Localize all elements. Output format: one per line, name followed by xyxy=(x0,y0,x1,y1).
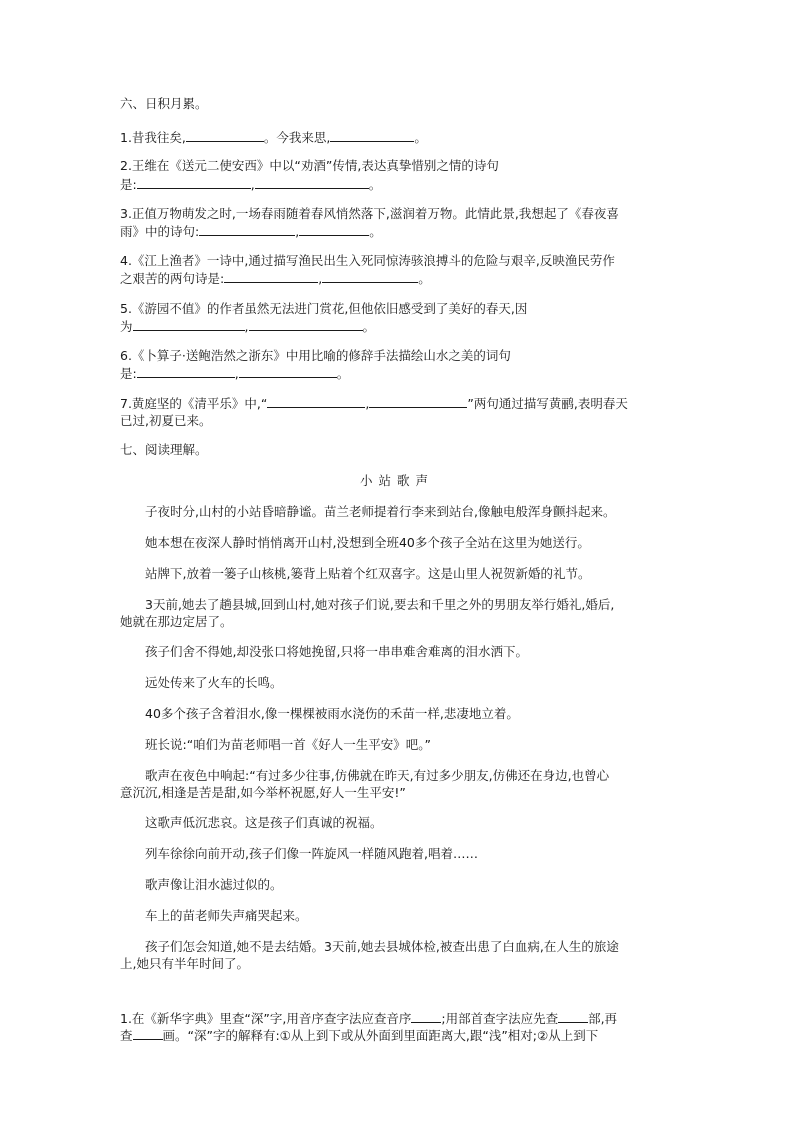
passage-paragraph: 歌声像让泪水滤过似的。 xyxy=(145,877,283,892)
answer-blank[interactable] xyxy=(239,365,337,378)
question-6-line-2: 是: , 。 xyxy=(120,366,350,381)
question-5-line-2: 为 , 。 xyxy=(120,319,376,334)
passage-paragraph: 远处传来了火车的长鸣。 xyxy=(145,675,283,690)
reading-question-1-line-1: 1.在《新华字典》里查“深”字,用音序查字法应查音序 ;用部首查字法应先查 部,再 xyxy=(120,1011,618,1026)
question-4-line-2: 之艰苦的两句诗是: , 。 xyxy=(120,271,431,286)
passage-paragraph: 孩子们怎会知道,她不是去结婚。3天前,她去县城体检,被查出患了白血病,在人生的旅途 xyxy=(145,939,619,954)
question-7-line-1: 7.黄庭坚的《清平乐》中,“ , ”两句通过描写黄鹂,表明春天 xyxy=(120,396,628,411)
answer-blank[interactable] xyxy=(133,318,245,331)
answer-blank[interactable] xyxy=(186,129,264,142)
passage-paragraph-cont: 上,她只有半年时间了。 xyxy=(120,956,249,971)
question-4-line-1: 4.《江上渔者》一诗中,通过描写渔民出生入死同惊涛骇浪搏斗的危险与艰辛,反映渔民劳作 xyxy=(120,253,615,268)
passage-paragraph: 这歌声低沉悲哀。这是孩子们真诚的祝福。 xyxy=(145,815,383,830)
section-six-heading: 六、日积月累。 xyxy=(120,96,208,111)
passage-paragraph-cont: 意沉沉,相逢是苦是甜,如今举杯祝愿,好人一生平安!” xyxy=(120,785,406,800)
question-5-line-1: 5.《游园不值》的作者虽然无法进门赏花,但他依旧感受到了美好的春天,因 xyxy=(120,301,528,316)
answer-blank[interactable] xyxy=(299,223,369,236)
section-seven-heading: 七、阅读理解。 xyxy=(120,442,208,457)
passage-paragraph: 孩子们舍不得她,却没张口将她挽留,只将一串串难舍难离的泪水洒下。 xyxy=(145,644,528,659)
answer-blank[interactable] xyxy=(255,176,369,189)
question-6-line-1: 6.《卜算子·送鲍浩然之浙东》中用比喻的修辞手法描绘山水之美的词句 xyxy=(120,348,511,363)
reading-question-1-line-2: 查 画。“深”字的解释有:①从上到下或从外面到里面距离大,跟“浅”相对;②从上到下 xyxy=(120,1028,599,1043)
answer-blank[interactable] xyxy=(133,1027,163,1040)
question-3-line-2: 雨》中的诗句: , 。 xyxy=(120,224,382,239)
passage-paragraph: 歌声在夜色中响起:“有过多少往事,仿佛就在昨天,有过多少朋友,仿佛还在身边,也曾心 xyxy=(145,768,610,783)
passage-paragraph: 40多个孩子含着泪水,像一棵棵被雨水浇伤的禾苗一样,悲凄地立着。 xyxy=(145,706,519,721)
passage-paragraph: 子夜时分,山村的小站昏暗静谧。苗兰老师提着行李来到站台,像触电般浑身颤抖起来。 xyxy=(145,504,616,519)
passage-paragraph: 列车徐徐向前开动,孩子们像一阵旋风一样随风跑着,唱着…… xyxy=(145,846,478,861)
passage-paragraph-cont: 她就在那边定居了。 xyxy=(120,614,233,629)
passage-title: 小站歌声 xyxy=(359,473,434,488)
answer-blank[interactable] xyxy=(137,176,251,189)
passage-paragraph: 班长说:“咱们为苗老师唱一首《好人一生平安》吧。” xyxy=(145,737,431,752)
answer-blank[interactable] xyxy=(199,223,295,236)
passage-paragraph: 车上的苗老师失声痛哭起来。 xyxy=(145,908,308,923)
answer-blank[interactable] xyxy=(224,270,318,283)
answer-blank[interactable] xyxy=(137,365,235,378)
answer-blank[interactable] xyxy=(369,395,467,408)
question-1: 1.昔我往矣, 。今我来思, 。 xyxy=(120,130,427,145)
question-2-line-2: 是: , 。 xyxy=(120,177,382,192)
answer-blank[interactable] xyxy=(558,1010,588,1023)
answer-blank[interactable] xyxy=(322,270,418,283)
passage-paragraph: 站牌下,放着一篓子山核桃,篓背上贴着个红双喜字。这是山里人祝贺新婚的礼节。 xyxy=(145,566,591,581)
answer-blank[interactable] xyxy=(330,129,414,142)
question-3-line-1: 3.正值万物萌发之时,一场春雨随着春风悄然落下,滋润着万物。此情此景,我想起了《春夜喜 xyxy=(120,206,619,221)
answer-blank[interactable] xyxy=(267,395,365,408)
answer-blank[interactable] xyxy=(411,1010,441,1023)
question-2-line-1: 2.王维在《送元二使安西》中以“劝酒”传情,表达真挚惜别之情的诗句 xyxy=(120,158,499,173)
question-7-line-2: 已过,初夏已来。 xyxy=(120,413,212,428)
answer-blank[interactable] xyxy=(249,318,363,331)
passage-paragraph: 她本想在夜深人静时悄悄离开山村,没想到全班40多个孩子全站在这里为她送行。 xyxy=(145,535,590,550)
passage-paragraph: 3天前,她去了趟县城,回到山村,她对孩子们说,要去和千里之外的男朋友举行婚礼,婚后, xyxy=(145,597,615,612)
